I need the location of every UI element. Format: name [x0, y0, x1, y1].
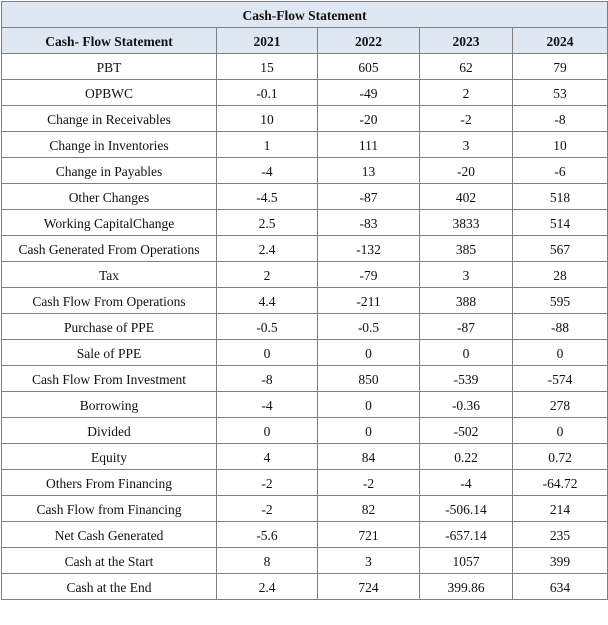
row-value: 0 — [513, 340, 608, 366]
row-value: 3833 — [420, 210, 513, 236]
row-label: Cash Generated From Operations — [2, 236, 217, 262]
row-value: -0.36 — [420, 392, 513, 418]
row-value: 1 — [217, 132, 318, 158]
header-year-2024: 2024 — [513, 28, 608, 54]
row-value: -5.6 — [217, 522, 318, 548]
header-row — [2, 28, 608, 54]
header-year-2021: 2021 — [217, 28, 318, 54]
table-row — [2, 210, 608, 236]
table-row — [2, 418, 608, 444]
table-row — [2, 262, 608, 288]
row-value: -539 — [420, 366, 513, 392]
row-value: 402 — [420, 184, 513, 210]
row-value: -0.5 — [318, 314, 420, 340]
row-value: 0 — [318, 392, 420, 418]
row-value: 79 — [513, 54, 608, 80]
row-value: 0 — [217, 418, 318, 444]
row-label: PBT — [2, 54, 217, 80]
table-row — [2, 340, 608, 366]
row-value: 15 — [217, 54, 318, 80]
table-title: Cash-Flow Statement — [2, 2, 608, 28]
row-label: Borrowing — [2, 392, 217, 418]
table-row — [2, 106, 608, 132]
cash-flow-table — [1, 1, 608, 600]
row-value: -20 — [318, 106, 420, 132]
row-value: 10 — [217, 106, 318, 132]
row-value: 518 — [513, 184, 608, 210]
row-value: 2.4 — [217, 574, 318, 600]
table-row — [2, 54, 608, 80]
row-value: -0.5 — [217, 314, 318, 340]
table-row — [2, 444, 608, 470]
row-label: Change in Receivables — [2, 106, 217, 132]
row-value: -657.14 — [420, 522, 513, 548]
row-value: 0 — [318, 340, 420, 366]
row-value: 388 — [420, 288, 513, 314]
table-row — [2, 496, 608, 522]
row-label: Other Changes — [2, 184, 217, 210]
row-label: Divided — [2, 418, 217, 444]
cash-flow-sheet — [1, 1, 607, 600]
row-value: -502 — [420, 418, 513, 444]
table-row — [2, 366, 608, 392]
table-row — [2, 80, 608, 106]
row-value: -211 — [318, 288, 420, 314]
header-label: Cash- Flow Statement — [2, 28, 217, 54]
row-value: 595 — [513, 288, 608, 314]
row-value: 62 — [420, 54, 513, 80]
row-value: 4.4 — [217, 288, 318, 314]
row-value: -4 — [420, 470, 513, 496]
table-row — [2, 574, 608, 600]
row-value: 0 — [217, 340, 318, 366]
row-value: -87 — [420, 314, 513, 340]
row-value: 2.5 — [217, 210, 318, 236]
row-label: Cash Flow from Financing — [2, 496, 217, 522]
row-value: 111 — [318, 132, 420, 158]
row-value: 8 — [217, 548, 318, 574]
row-value: 399 — [513, 548, 608, 574]
row-value: -79 — [318, 262, 420, 288]
row-label: Cash at the Start — [2, 548, 217, 574]
row-value: -132 — [318, 236, 420, 262]
row-value: -20 — [420, 158, 513, 184]
row-value: -64.72 — [513, 470, 608, 496]
row-value: -4 — [217, 392, 318, 418]
header-year-2023: 2023 — [420, 28, 513, 54]
table-body — [2, 54, 608, 600]
row-value: 2 — [217, 262, 318, 288]
title-row — [2, 2, 608, 28]
row-value: -506.14 — [420, 496, 513, 522]
row-value: 385 — [420, 236, 513, 262]
row-value: -49 — [318, 80, 420, 106]
row-value: 0 — [318, 418, 420, 444]
row-value: -2 — [217, 496, 318, 522]
row-value: 0.22 — [420, 444, 513, 470]
row-value: 2 — [420, 80, 513, 106]
row-value: -2 — [420, 106, 513, 132]
table-row — [2, 392, 608, 418]
row-label: Cash Flow From Operations — [2, 288, 217, 314]
row-value: -2 — [318, 470, 420, 496]
row-value: 214 — [513, 496, 608, 522]
row-value: -8 — [217, 366, 318, 392]
row-label: Cash Flow From Investment — [2, 366, 217, 392]
row-value: -8 — [513, 106, 608, 132]
row-label: Purchase of PPE — [2, 314, 217, 340]
row-value: 235 — [513, 522, 608, 548]
table-row — [2, 548, 608, 574]
row-value: 3 — [420, 262, 513, 288]
row-value: -2 — [217, 470, 318, 496]
row-label: Change in Inventories — [2, 132, 217, 158]
row-value: 3 — [420, 132, 513, 158]
row-label: Change in Payables — [2, 158, 217, 184]
row-value: 4 — [217, 444, 318, 470]
row-value: 84 — [318, 444, 420, 470]
row-value: 0.72 — [513, 444, 608, 470]
row-value: 850 — [318, 366, 420, 392]
row-value: 82 — [318, 496, 420, 522]
row-label: Tax — [2, 262, 217, 288]
row-value: 567 — [513, 236, 608, 262]
header-year-2022: 2022 — [318, 28, 420, 54]
row-label: Working CapitalChange — [2, 210, 217, 236]
row-value: 1057 — [420, 548, 513, 574]
row-value: -87 — [318, 184, 420, 210]
row-value: 605 — [318, 54, 420, 80]
row-value: -83 — [318, 210, 420, 236]
row-value: -4 — [217, 158, 318, 184]
row-value: 28 — [513, 262, 608, 288]
row-value: 399.86 — [420, 574, 513, 600]
row-value: 13 — [318, 158, 420, 184]
row-label: Sale of PPE — [2, 340, 217, 366]
table-row — [2, 522, 608, 548]
row-value: 10 — [513, 132, 608, 158]
row-label: Others From Financing — [2, 470, 217, 496]
row-value: -0.1 — [217, 80, 318, 106]
table-row — [2, 158, 608, 184]
row-value: 2.4 — [217, 236, 318, 262]
row-label: Net Cash Generated — [2, 522, 217, 548]
row-value: 634 — [513, 574, 608, 600]
row-label: Cash at the End — [2, 574, 217, 600]
table-row — [2, 470, 608, 496]
row-value: 53 — [513, 80, 608, 106]
row-label: Equity — [2, 444, 217, 470]
row-value: 514 — [513, 210, 608, 236]
row-value: 3 — [318, 548, 420, 574]
row-value: -4.5 — [217, 184, 318, 210]
row-label: OPBWC — [2, 80, 217, 106]
table-row — [2, 132, 608, 158]
table-row — [2, 314, 608, 340]
table-row — [2, 236, 608, 262]
table-row — [2, 184, 608, 210]
row-value: 0 — [513, 418, 608, 444]
row-value: -574 — [513, 366, 608, 392]
table-row — [2, 288, 608, 314]
row-value: -6 — [513, 158, 608, 184]
row-value: 721 — [318, 522, 420, 548]
row-value: -88 — [513, 314, 608, 340]
row-value: 0 — [420, 340, 513, 366]
row-value: 724 — [318, 574, 420, 600]
row-value: 278 — [513, 392, 608, 418]
